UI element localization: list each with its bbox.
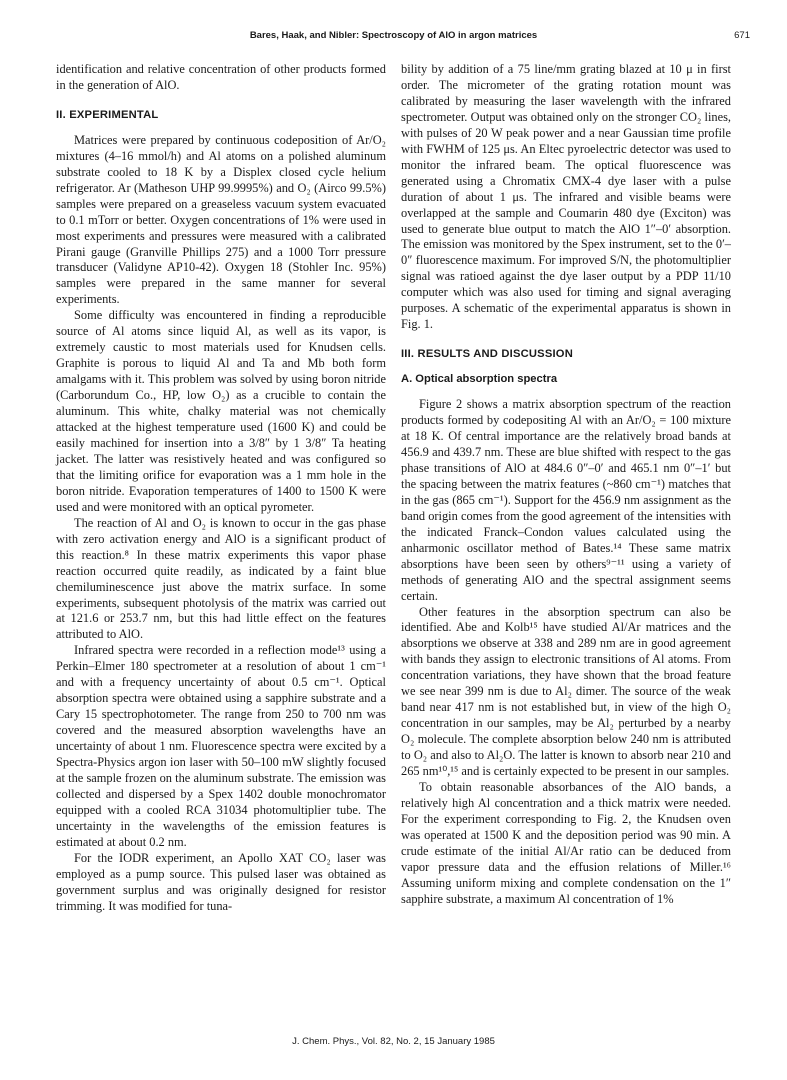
running-head	[0, 30, 787, 44]
running-title: Bares, Haak, and Nibler: Spectroscopy of AlO in argon matrices	[249, 30, 538, 41]
paragraph: Figure 2 shows a matrix absorption spectrum of the reaction products formed by codepositing Al with an Ar/O₂ = 100 mixture at 18 K. Of central importance are the relatively broad bands at 456.9 and 439.7 nm. These are blue shifted with respect to the gas phase transitions of AlO at 484.6 0″–0′ and 465.1 nm 0″–1′ but the spacing between the matrix features (~860 cm⁻¹) matches that in the gas (865 cm⁻¹). Support for the 456.9 nm assignment as the band origin comes from the good agreement of the intensities with the indicated Franck–Condon values calculated using the anharmonic oscillator method of Bates.¹⁴ These same matrix absorptions have been seen by others⁹⁻¹¹ using a variety of methods of generating AlO and the spectral assignment seems certain.	[401, 397, 731, 603]
paragraph-continued: identification and relative concentration of other products formed in the generation of AlO.	[56, 62, 386, 92]
paragraph-continued: bility by addition of a 75 line/mm grating blazed at 10 μ in first order. The micrometer of the grating rotation mount was calibrated by measuring the laser wavelength with the infrared spectrometer. Output was obtained only on the stronger CO₂ lines, with pulses of 20 W peak power and a near Gaussian time profile with FWHM of 125 μs. An Eltec pyroelectric detector was used to monitor the infrared beam. The optical fluorescence was generated using a Chromatix CMX-4 dye laser with a pulse duration of about 1 μs. The infrared and visible beams were overlapped at the sample and Coumarin 480 dye (Exciton) was used to generate blue output to match the AlO 1″–0′ absorption. The emission was monitored by the Spex instrument, set to the 0′–0″ fluorescence maximum. For improved S/N, the photomultiplier signal was ratioed against the dye laser output by a PDP 11/10 computer which was also used for timing and signal averaging purposes. A schematic of the experimental apparatus is shown in Fig. 1.	[401, 62, 731, 332]
paragraph: Matrices were prepared by continuous codeposition of Ar/O₂ mixtures (4–16 mmol/h) and Al atoms on a polished aluminum substrate cooled to 18 K by a Displex closed cycle helium refrigerator. Ar (Matheson UHP 99.9995%) and O₂ (Airco 99.5%) samples were prepared on a greaseless vacuum system evacuated to 0.1 mTorr or better. Oxygen concentrations of 1% were used in most experiments and pressures were measured with a calibrated Pirani gauge (Granville Phillips 275) and a 1000 Torr pressure transducer (Validyne AP10-42). Oxygen 18 (Stohler Inc. 95%) samples were prepared in the same manner for several experiments.	[56, 132, 386, 307]
paragraph: To obtain reasonable absorbances of the AlO bands, a relatively high Al concentration and a thick matrix were needed. For the experiment corresponding to Fig. 2, the Knudsen oven was operated at 1500 K and the deposition period was 90 min. A crude estimate of the initial Al/Ar ratio can be deduced from vapor pressure data and the effusion relations of Miller.¹⁶ Assuming uniform mixing and complete condensation on the 1″ sapphire substrate, a maximum Al concentration of 1%	[401, 779, 731, 906]
paragraph: Some difficulty was encountered in finding a reproducible source of Al atoms since liquid Al, as well as its vapor, is extremely caustic to most materials used for Knudsen cells. Graphite is porous to liquid Al and Ta and Mb both form amalgams with it. This problem was solved by using boron nitride (Carborundum Co., HP, low O₂) as a crucible to contain the aluminum. This white, chalky material was not chemically attacked at the highest temperature used (1600 K) and could be easily machined for insertion into a 3/8″ by 1 3/8″ Ta heating jacket. The latter was resistively heated and was configured so that the limiting orifice for evaporation was a 1 mm hole in the boron nitride. Evaporation temperatures of 1400 to 1500 K were used and were monitored with an optical pyrometer.	[56, 308, 386, 514]
journal-citation-footer: J. Chem. Phys., Vol. 82, No. 2, 15 January 1985	[292, 1036, 495, 1047]
paragraph: Infrared spectra were recorded in a reflection mode¹³ using a Perkin–Elmer 180 spectrometer at a resolution of about 1 cm⁻¹ and with a frequency uncertainty of about 0.5 cm⁻¹. Optical absorption spectra were obtained using a sapphire substrate and a Cary 15 spectrophotometer. The range from 250 to 700 nm was covered and the measured absorption wavelengths have an uncertainty of about 1 nm. Fluorescence spectra were excited by a Spectra-Physics argon ion laser with 50–100 mW slightly focused at the sample frozen on the aluminum substrate. The emission was collected and dispersed by a Spex 1402 double monochromator equipped with a cooled RCA 31034 photomultiplier tube. The uncertainty in the wavelengths of the emission features is estimated at about 0.2 nm.	[56, 643, 386, 849]
subsection-heading-optical-absorption: A. Optical absorption spectra	[401, 373, 558, 386]
section-heading-experimental: II. EXPERIMENTAL	[56, 108, 159, 121]
page-number: 671	[734, 30, 750, 41]
right-column	[401, 62, 731, 908]
left-column	[56, 62, 386, 915]
section-heading-results: III. RESULTS AND DISCUSSION	[401, 348, 573, 361]
paragraph: Other features in the absorption spectrum can also be identified. Abe and Kolb¹⁵ have studied Al/Ar matrices and the absorptions we observe at 338 and 289 nm are in good agreement with bands they assign to electronic transitions of Al atoms. From concentration variations, they have shown that the broad feature we see near 399 nm is due to Al₂ dimer. The source of the weak band near 417 nm is not established but, in view of the high O₂ concentration in our samples, may be Al₂ perturbed by a nearby O₂ molecule. The complete absorption below 240 nm is attributed to O₂ and also to Al₂O. The latter is known to absorb near 210 and 265 nm¹⁰,¹⁵ and is certainly expected to be present in our samples.	[401, 604, 731, 779]
paragraph: For the IODR experiment, an Apollo XAT CO₂ laser was employed as a pump source. This pulsed laser was obtained as government surplus and was originally designed for resistor trimming. It was modified for tuna-	[56, 850, 386, 913]
paragraph: The reaction of Al and O₂ is known to occur in the gas phase with zero activation energy and AlO is a significant product of this reaction.⁸ In these matrix experiments this vapor phase reaction occurred quite readily, as indicated by a faint blue chemiluminescence just above the matrix surface. In some experiments, subsequent photolysis of the matrix was carried out at 121.6 or 253.7 nm, but this had little effect on the features attributed to AlO.	[56, 515, 386, 642]
